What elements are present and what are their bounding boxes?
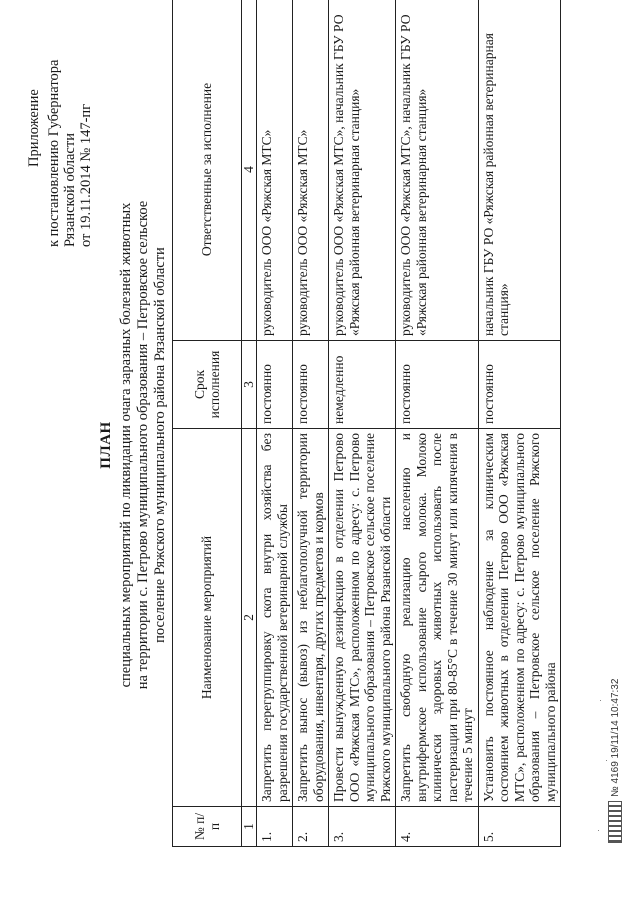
table-row: [293, 0, 329, 847]
row-measure: Провести вынужденную дезинфекцию в отделении Петрово ООО «Ряжская МТС», расположенном по адресу: с. Петрово муниципального образования – Петровское сельское поселение Ряжского муниципального района Рязанской области: [329, 429, 396, 807]
row-responsible: руководитель ООО «Ряжская МТС», начальник ГБУ РО «Ряжская районная ветеринарная станция»: [396, 0, 479, 341]
row-measure: Запретить перегруппировку скота внутри хозяйства без разрешения государственной ветеринарной службы: [257, 429, 293, 807]
barcode-icon: [608, 801, 622, 843]
table-row: [396, 0, 479, 847]
row-term: постоянно: [257, 341, 293, 429]
annex-line: от 19.11.2014 № 147-пг: [78, 103, 94, 247]
row-number: 3.: [329, 807, 396, 847]
row-measure: Запретить вынос (вывоз) из неблагополучной территории оборудования, инвентаря, других предметов и кормов: [293, 429, 329, 807]
scan-speck: [598, 830, 599, 831]
column-number: 2: [242, 429, 257, 807]
measures-table: [172, 0, 561, 847]
annex-title: Приложение: [26, 89, 42, 167]
header-term: Срок исполнения: [173, 341, 242, 429]
row-measure: Установить постоянное наблюдение за клиническим состоянием животных в отделении Петрово ООО «Ряжская МТС», расположенном по адресу: с. Петрово муниципального образования – Петровское сельское поселение Ряжского муниципального района: [478, 429, 561, 807]
plan-subtitle-line: на территории с. Петрово муниципального образования – Петровское сельское: [135, 200, 151, 690]
row-number: 4.: [396, 807, 479, 847]
row-term: немедленно: [329, 341, 396, 429]
row-responsible: начальник ГБУ РО «Ряжская районная ветеринарная станция»: [478, 0, 561, 341]
plan-title: ПЛАН: [98, 421, 114, 469]
row-measure: Запретить свободную реализацию населению и внутрифермское использование сырого молока. Молоко клинически здоровых животных использовать после пастеризации при 80-85°С в течение 30 минут или кипячения в течение 5 минут: [396, 429, 479, 807]
scan-speck: [600, 700, 601, 701]
plan-subtitle: [118, 45, 169, 845]
column-number: 3: [242, 341, 257, 429]
column-number-row: [242, 0, 257, 847]
header-num: № п/п: [173, 807, 242, 847]
header-name: Наименование мероприятий: [173, 429, 242, 807]
row-term: постоянно: [396, 341, 479, 429]
row-number: 1.: [257, 807, 293, 847]
row-number: 2.: [293, 807, 329, 847]
row-number: 5.: [478, 807, 561, 847]
column-number: 4: [242, 0, 257, 341]
row-responsible: руководитель ООО «Ряжская МТС», начальник ГБУ РО «Ряжская районная ветеринарная станция»: [329, 0, 396, 341]
row-term: постоянно: [478, 341, 561, 429]
table-row: [257, 0, 293, 847]
registration-stamp: [608, 679, 622, 843]
table-row: [329, 0, 396, 847]
column-number: 1: [242, 807, 257, 847]
annex-line: Рязанской области: [62, 133, 78, 247]
plan-subtitle-line: поселение Ряжского муниципального района Рязанской области: [152, 247, 168, 643]
row-responsible: руководитель ООО «Ряжская МТС»: [257, 0, 293, 341]
table-header-row: [173, 0, 242, 847]
stamp-text: № 4169 19/11/14 10:47:32: [609, 678, 621, 797]
table-row: [478, 0, 561, 847]
row-responsible: руководитель ООО «Ряжская МТС»: [293, 0, 329, 341]
row-term: постоянно: [293, 341, 329, 429]
plan-subtitle-line: специальных мероприятий по ликвидации очага заразных болезней животных: [118, 202, 134, 688]
annex-block: [26, 37, 94, 247]
annex-line: к постановлению Губернатора: [46, 59, 62, 247]
header-resp: Ответственные за исполнение: [173, 0, 242, 341]
scan-speck: [606, 760, 607, 761]
